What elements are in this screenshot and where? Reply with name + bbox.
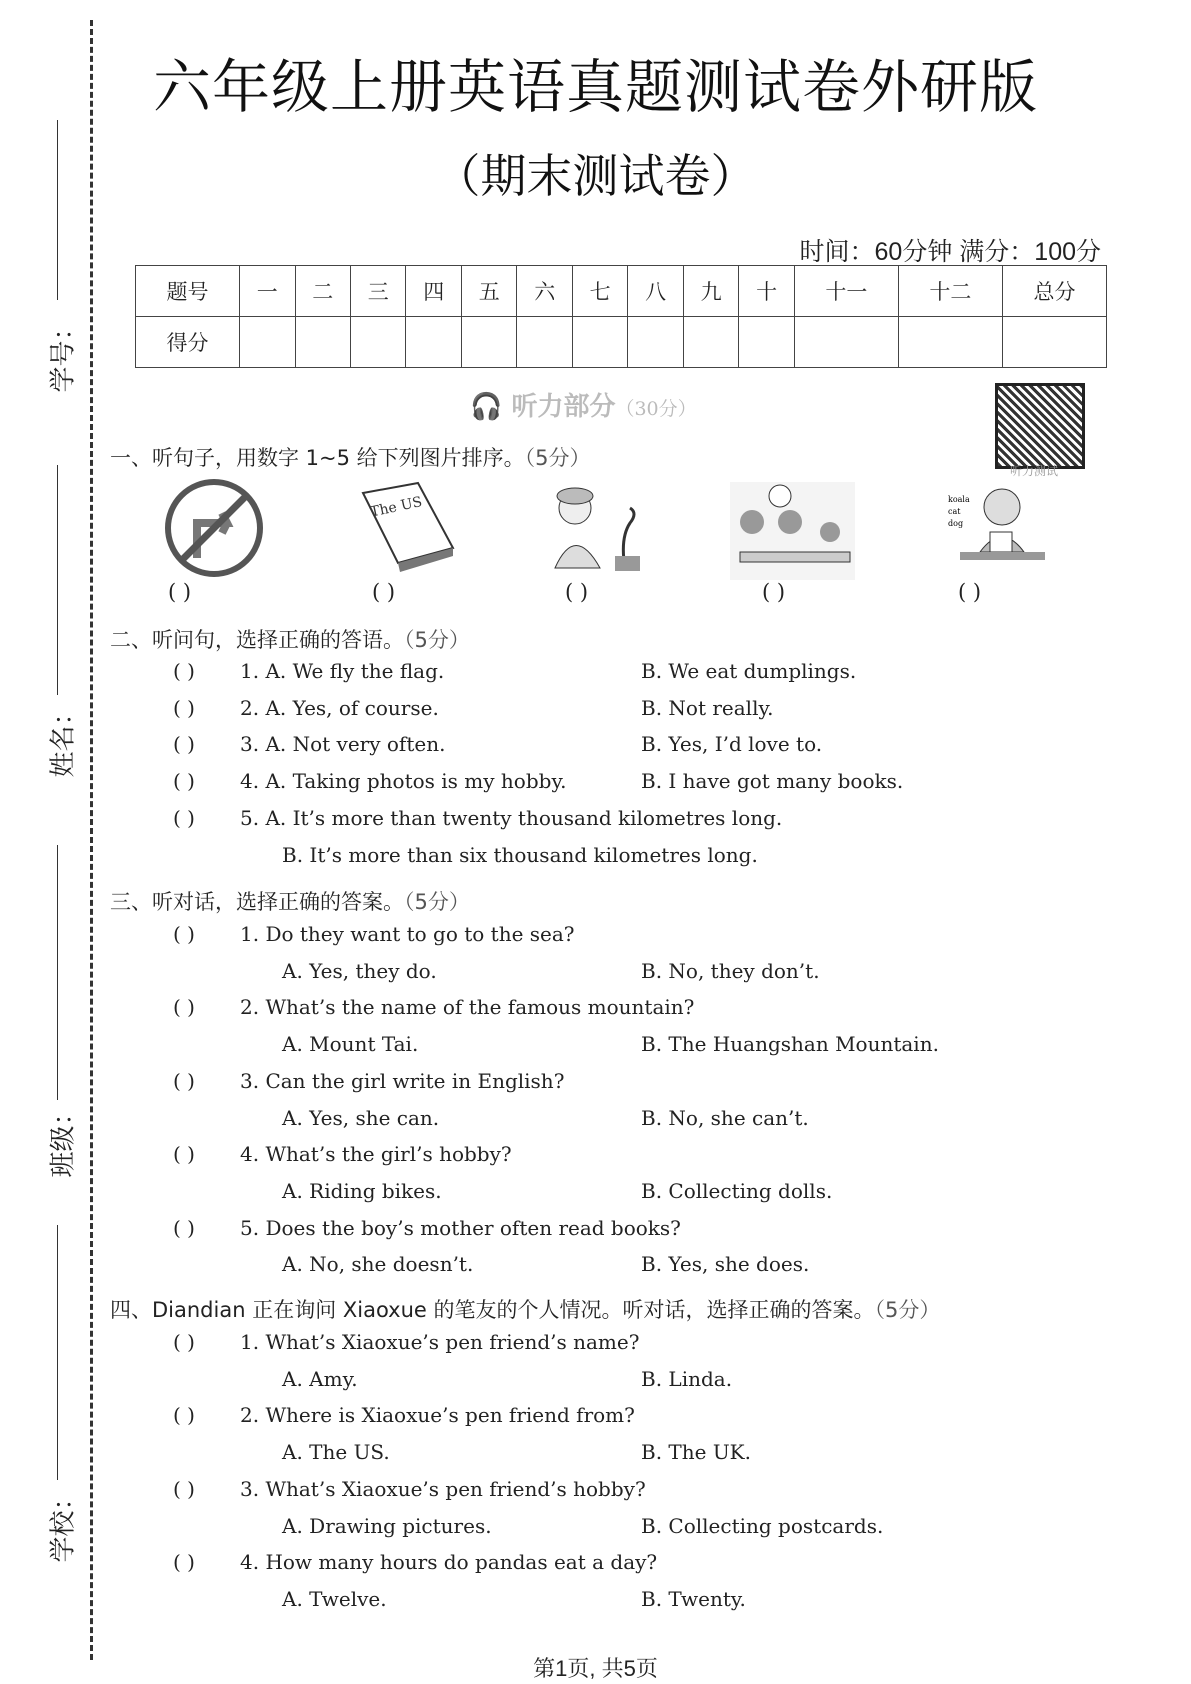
score-row-label: 得分	[136, 317, 240, 368]
score-header-cell: 总分	[1002, 266, 1106, 317]
question-row	[0, 696, 1191, 732]
question-row	[0, 769, 1191, 805]
option-b: B. Yes, she does.	[641, 1252, 810, 1277]
option-a: A. Drawing pictures.	[282, 1513, 492, 1538]
answer-blank[interactable]: ( )	[173, 805, 195, 830]
option-a: A. Riding bikes.	[282, 1178, 442, 1203]
answer-blank[interactable]: ( )	[173, 1330, 195, 1354]
picture-answer-blank-5[interactable]: ( )	[958, 580, 982, 604]
question-text: 3. Can the girl write in English?	[240, 1068, 565, 1093]
options-row	[0, 1252, 1191, 1288]
question-text: 1. Do they want to go to the sea?	[240, 922, 575, 946]
page-subtitle: （期末测试卷）	[434, 149, 757, 203]
picture-answer-blank-3[interactable]: ( )	[565, 580, 589, 604]
question-text: 4. How many hours do pandas eat a day?	[240, 1550, 658, 1575]
option-b: B. Yes, I’d love to.	[641, 732, 823, 757]
score-header-cell: 十	[739, 266, 794, 317]
qr-label: 听力测试	[1010, 464, 1059, 478]
score-header-cell: 十二	[898, 266, 1002, 317]
headphones-icon: 🎧	[470, 392, 503, 422]
option-b: B. No, she can’t.	[641, 1105, 809, 1130]
question-row	[0, 1403, 1191, 1439]
option-b: B. Twenty.	[641, 1586, 746, 1611]
option-a: A. Yes, they do.	[282, 958, 437, 983]
question-row	[0, 1216, 1191, 1252]
option-a: A. Twelve.	[282, 1586, 387, 1611]
options-row	[0, 1032, 1191, 1068]
family-dinner-picture	[730, 482, 855, 580]
score-cell[interactable]	[683, 317, 738, 368]
score-header-cell: 一	[240, 266, 295, 317]
option-a: A. No, she doesn’t.	[282, 1252, 474, 1277]
option-b: B. It’s more than six thousand kilometres long.	[282, 842, 758, 867]
option-b: B. I have got many books.	[641, 769, 904, 794]
score-cell[interactable]	[1002, 317, 1106, 368]
score-header-cell: 七	[572, 266, 627, 317]
option-b: B. The UK.	[641, 1440, 751, 1465]
answer-blank[interactable]: ( )	[173, 1068, 195, 1093]
score-header-cell: 九	[683, 266, 738, 317]
class-label: 班级：	[48, 1099, 79, 1178]
section4-title: 四、Diandian 正在询问 Xiaoxue 的笔友的个人情况。听对话，选择正确的答案。（5分）	[110, 1298, 941, 1322]
option-b: B. Not really.	[641, 695, 774, 720]
picture-answer-blank-1[interactable]: ( )	[168, 580, 192, 604]
score-cell[interactable]	[461, 317, 516, 368]
score-cell[interactable]	[628, 317, 683, 368]
question-row	[0, 732, 1191, 768]
question-option-a: 3. A. Not very often.	[240, 732, 446, 757]
score-cell[interactable]	[406, 317, 461, 368]
question-text: 1. What’s Xiaoxue’s pen friend’s name?	[240, 1330, 640, 1354]
options-row	[0, 1179, 1191, 1215]
question-row	[0, 1477, 1191, 1513]
book-picture	[358, 478, 458, 578]
section2-title: 二、听问句，选择正确的答语。（5分）	[110, 628, 470, 652]
score-table	[135, 265, 1107, 368]
score-header-cell: 十一	[794, 266, 898, 317]
answer-blank[interactable]: ( )	[173, 1476, 195, 1501]
options-row	[0, 959, 1191, 995]
svg-text:dog: dog	[948, 519, 964, 528]
svg-text:koala: koala	[948, 495, 970, 504]
score-cell[interactable]	[572, 317, 627, 368]
option-a: A. The US.	[282, 1440, 390, 1465]
question-option-a: 4. A. Taking photos is my hobby.	[240, 769, 567, 794]
answer-blank[interactable]: ( )	[173, 922, 195, 946]
section3-title: 三、听对话，选择正确的答案。（5分）	[110, 890, 470, 914]
score-header-cell: 六	[517, 266, 572, 317]
page-footer: 第1页, 共5页	[533, 1656, 658, 1681]
time-score-info: 时间：60分钟 满分：100分	[799, 238, 1101, 266]
score-cell[interactable]	[295, 317, 350, 368]
score-cell[interactable]	[794, 317, 898, 368]
answer-blank[interactable]: ( )	[173, 1142, 195, 1167]
score-header-cell: 二	[295, 266, 350, 317]
option-b: B. Collecting dolls.	[641, 1178, 833, 1203]
question-text: 2. What’s the name of the famous mountain?	[240, 995, 695, 1020]
options-row	[0, 1587, 1191, 1623]
score-cell[interactable]	[898, 317, 1002, 368]
options-row	[0, 1514, 1191, 1550]
option-b: B. Collecting postcards.	[641, 1513, 884, 1538]
question-text: 2. Where is Xiaoxue’s pen friend from?	[240, 1403, 635, 1428]
answer-blank[interactable]: ( )	[173, 732, 195, 757]
question-text: 4. What’s the girl’s hobby?	[240, 1142, 512, 1167]
svg-text:cat: cat	[948, 507, 961, 516]
student-id-label: 学号：	[48, 314, 79, 393]
question-row	[0, 1142, 1191, 1178]
score-header-cell: 题号	[136, 266, 240, 317]
answer-blank[interactable]: ( )	[173, 659, 195, 683]
question-text: 5. Does the boy’s mother often read books?	[240, 1215, 681, 1240]
option-b: B. Linda.	[641, 1366, 733, 1391]
score-cell[interactable]	[739, 317, 794, 368]
question-option-a: 2. A. Yes, of course.	[240, 695, 439, 720]
option-a: A. Yes, she can.	[282, 1105, 440, 1130]
student-name-label: 姓名：	[48, 699, 79, 778]
listening-header	[470, 386, 697, 423]
listening-points: （30分）	[615, 398, 697, 420]
snake-charmer-picture	[540, 478, 650, 578]
section1-title: 一、听句子，用数字 1~5 给下列图片排序。（5分）	[110, 446, 591, 470]
boy-reading-picture	[940, 482, 1050, 580]
score-header-cell: 五	[461, 266, 516, 317]
options-row	[0, 1367, 1191, 1403]
option-a: A. Mount Tai.	[282, 1032, 419, 1057]
score-header-cell: 八	[628, 266, 683, 317]
option-b: B. The Huangshan Mountain.	[641, 1032, 939, 1057]
score-cell[interactable]	[240, 317, 295, 368]
question-row	[0, 1069, 1191, 1105]
picture-answer-blank-4[interactable]: ( )	[762, 580, 786, 604]
question-row	[0, 1550, 1191, 1586]
school-label: 学校：	[48, 1484, 79, 1563]
answer-blank[interactable]: ( )	[173, 1215, 195, 1240]
option-a: A. Amy.	[282, 1366, 358, 1391]
question-row	[0, 995, 1191, 1031]
option-b: B. We eat dumplings.	[641, 659, 857, 683]
question-row	[0, 922, 1191, 958]
score-header-cell: 四	[406, 266, 461, 317]
score-header-cell: 三	[351, 266, 406, 317]
question-option-a: 5. A. It’s more than twenty thousand kilometres long.	[240, 805, 783, 830]
no-turn-sign-picture	[162, 478, 266, 578]
page-title: 六年级上册英语真题测试卷外研版	[152, 53, 1038, 121]
score-cell[interactable]	[517, 317, 572, 368]
option-b: B. No, they don’t.	[641, 958, 820, 983]
options-row	[0, 1106, 1191, 1142]
question-option-a: 1. A. We fly the flag.	[240, 659, 445, 683]
answer-blank[interactable]: ( )	[173, 695, 195, 720]
answer-blank[interactable]: ( )	[173, 1550, 195, 1575]
answer-blank[interactable]: ( )	[173, 1403, 195, 1428]
picture-answer-blank-2[interactable]: ( )	[372, 580, 396, 604]
question-text: 3. What’s Xiaoxue’s pen friend’s hobby?	[240, 1476, 646, 1501]
score-cell[interactable]	[351, 317, 406, 368]
question-row-continued	[0, 843, 1191, 879]
question-row	[0, 806, 1191, 842]
listening-label: 听力部分	[511, 392, 616, 422]
answer-blank[interactable]: ( )	[173, 769, 195, 794]
question-row	[0, 1330, 1191, 1366]
question-row	[0, 659, 1191, 695]
answer-blank[interactable]: ( )	[173, 995, 195, 1020]
svg-text:The US: The US	[368, 493, 424, 521]
qr-code-icon[interactable]	[995, 383, 1085, 469]
options-row	[0, 1440, 1191, 1476]
